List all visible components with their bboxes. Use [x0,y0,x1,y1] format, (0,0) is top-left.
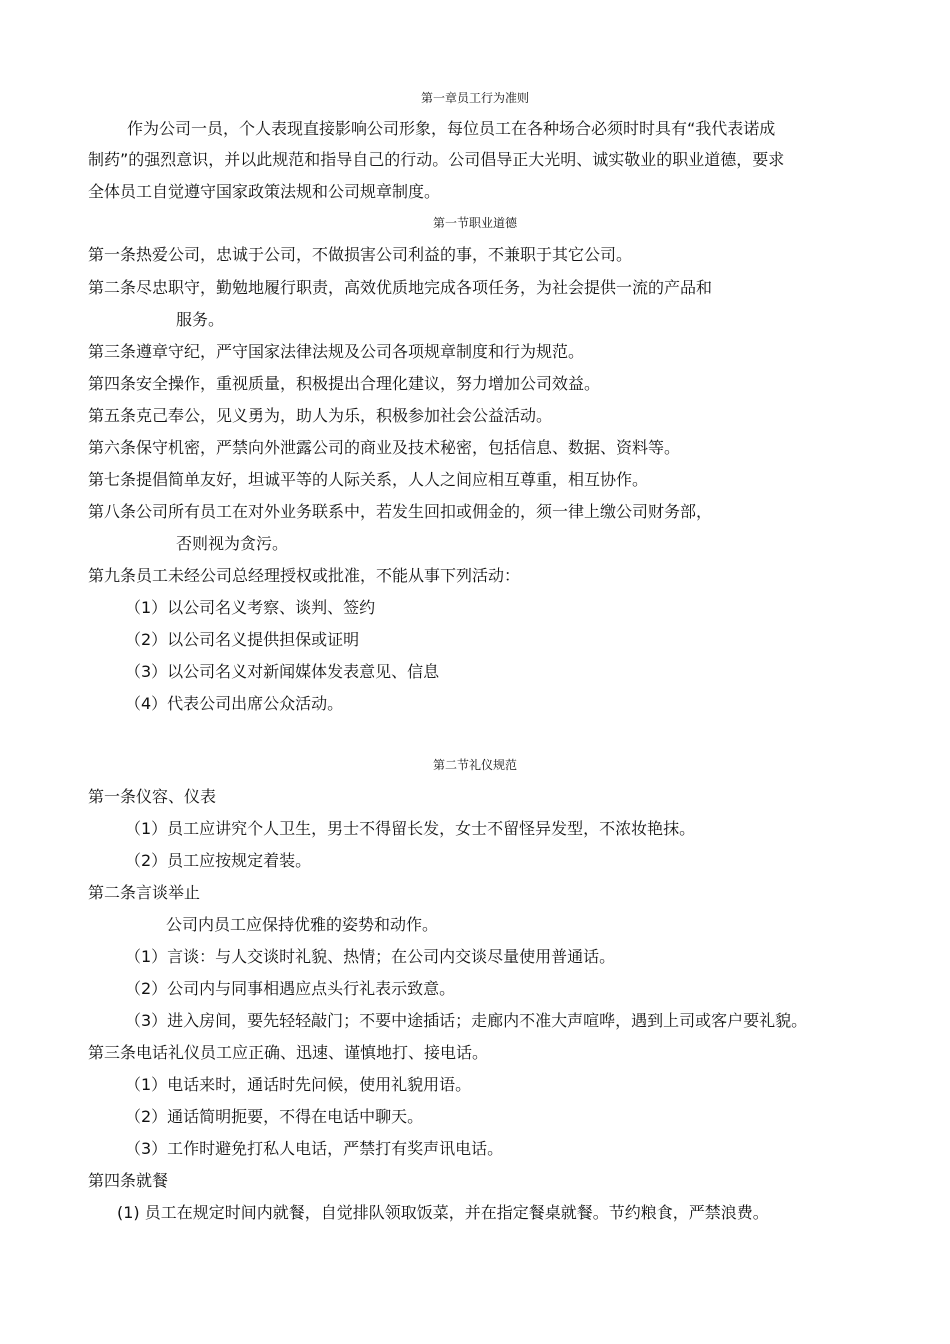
s1-article-2: 第二条尽忠职守，勤勉地履行职责，高效优质地完成各项任务，为社会提供一流的产品和 [88,278,713,297]
s2-article-4: 第四条就餐 [88,1171,169,1190]
s2-item-1-2: （2）员工应按规定着装。 [125,851,312,870]
s2-article-3: 第三条电话礼仪员工应正确、迅速、谨慎地打、接电话。 [88,1043,489,1062]
s2-item-3-2: （2）通话简明扼要，不得在电话中聊天。 [125,1107,424,1126]
s2-item-2-2: （2）公司内与同事相遇应点头行礼表示致意。 [125,979,456,998]
s2-item-3-3: （3）工作时避免打私人电话，严禁打有奖声讯电话。 [125,1139,504,1158]
s1-article-4: 第四条安全操作，重视质量，积极提出合理化建议，努力增加公司效益。 [88,374,601,393]
intro-line-2: 制药”的强烈意识，并以此规范和指导自己的行动。公司倡导正大光明、诚实敬业的职业道德，要求 [88,150,785,169]
s1-article-2-cont: 服务。 [176,310,225,329]
s1-article-5: 第五条克己奉公，见义勇为，助人为乐，积极参加社会公益活动。 [88,406,553,425]
s2-item-2-3: （3）进入房间，要先轻轻敲门；不要中途插话；走廊内不准大声喧哗，遇到上司或客户要礼貌。 [125,1011,808,1030]
s2-article-1: 第一条仪容、仪表 [88,787,217,806]
s1-article-8: 第八条公司所有员工在对外业务联系中，若发生回扣或佣金的，须一律上缴公司财务部， [88,502,713,521]
section-2-title: 第二节礼仪规范 [432,758,517,772]
s1-article-1: 第一条热爱公司，忠诚于公司，不做损害公司利益的事，不兼职于其它公司。 [88,245,633,264]
s1-article-7: 第七条提倡简单友好，坦诚平等的人际关系，人人之间应相互尊重，相互协作。 [88,470,649,489]
intro-line-1: 作为公司一员，个人表现直接影响公司形象，每位员工在各种场合必须时时具有“我代表诺成 [127,119,776,138]
s1-item-4: （4）代表公司出席公众活动。 [125,694,344,713]
intro-line-3: 全体员工自觉遵守国家政策法规和公司规章制度。 [88,182,441,201]
s1-article-3: 第三条遵章守纪，严守国家法律法规及公司各项规章制度和行为规范。 [88,342,585,361]
s1-article-6: 第六条保守机密，严禁向外泄露公司的商业及技术秘密，包括信息、数据、资料等。 [88,438,681,457]
s1-article-9: 第九条员工未经公司总经理授权或批准，不能从事下列活动： [88,566,521,585]
s2-article-2: 第二条言谈举止 [88,883,201,902]
s2-article-2-intro: 公司内员工应保持优雅的姿势和动作。 [166,915,439,934]
s1-article-8-cont: 否则视为贪污。 [176,534,289,553]
s2-item-3-1: （1）电话来时，通话时先问候，使用礼貌用语。 [125,1075,472,1094]
s1-item-3: （3）以公司名义对新闻媒体发表意见、信息 [125,662,440,681]
section-1-title: 第一节职业道德 [432,216,517,230]
s1-item-2: （2）以公司名义提供担保或证明 [125,630,360,649]
s2-item-2-1: （1）言谈：与人交谈时礼貌、热情；在公司内交谈尽量使用普通话。 [125,947,616,966]
s1-item-1: （1）以公司名义考察、谈判、签约 [125,598,376,617]
s2-item-4-1: (1) 员工在规定时间内就餐，自觉排队领取饭菜，并在指定餐桌就餐。节约粮食，严禁浪费。 [117,1203,769,1222]
chapter-title: 第一章员工行为准则 [420,91,529,105]
s2-item-1-1: （1）员工应讲究个人卫生，男士不得留长发，女士不留怪异发型，不浓妆艳抹。 [125,819,696,838]
